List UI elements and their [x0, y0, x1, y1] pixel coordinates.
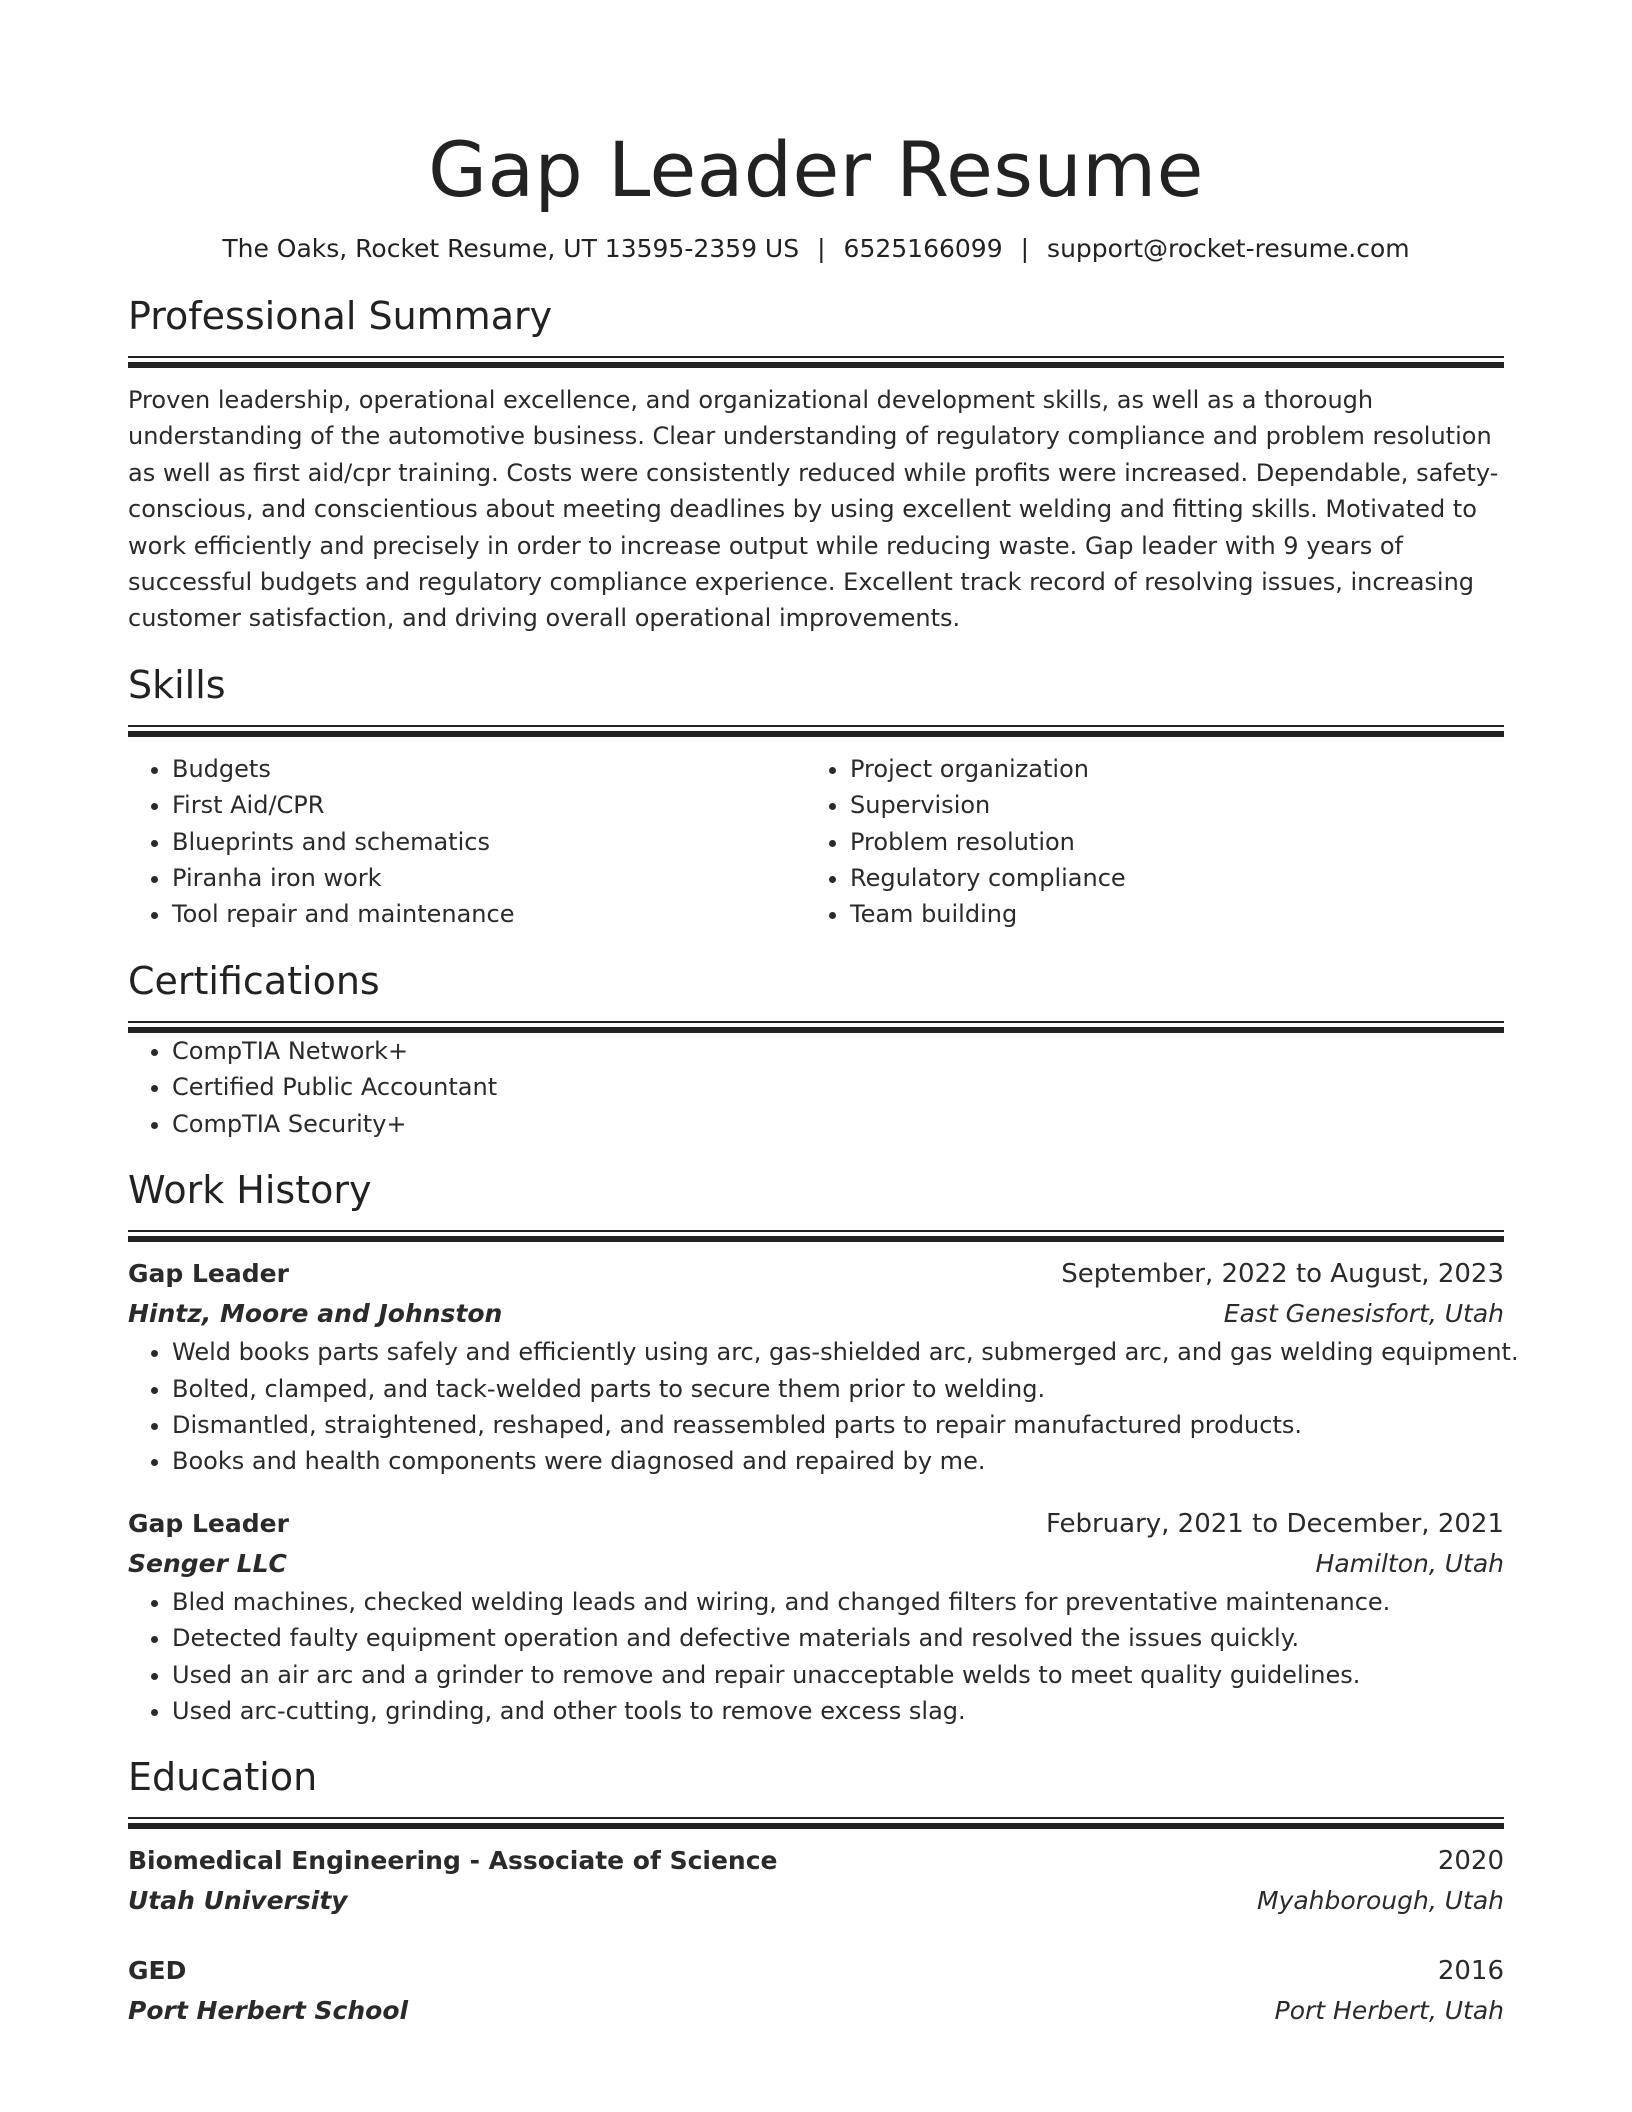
education-school: Utah University [128, 1886, 348, 1916]
skills-column-left [128, 751, 806, 933]
job-dates: September, 2022 to August, 2023 [1061, 1259, 1504, 1290]
contact-separator: | [817, 234, 826, 263]
skills-section [128, 661, 1504, 933]
list-item: • CompTIA Security+ [172, 1106, 1504, 1142]
section-divider [128, 356, 1504, 368]
education-section [128, 1753, 1504, 2031]
education-location: Myahborough, Utah [1257, 1886, 1504, 1916]
list-item: • Used arc-cutting, grinding, and other tools to remove excess slag. [172, 1693, 1504, 1729]
certifications-section [128, 957, 1504, 1142]
list-item: • Supervision [850, 787, 1484, 823]
list-item: • CompTIA Network+ [172, 1033, 1504, 1069]
job-location: Hamilton, Utah [1315, 1548, 1504, 1578]
resume-page [128, 0, 1519, 2031]
section-heading-work-history: Work History [128, 1168, 372, 1213]
section-heading-education: Education [128, 1755, 318, 1800]
list-item: • Detected faulty equipment operation and defective materials and resolved the issues quickly. [172, 1620, 1504, 1656]
list-item: • Budgets [172, 751, 806, 787]
list-item: • Regulatory compliance [850, 860, 1484, 896]
summary-text: Proven leadership, operational excellence, and organizational development skills, as well as a thorough understanding of the automotive business. Clear understanding of regulatory compliance and problem resolution as well as first aid/cpr training. Costs were consistently reduced while profits were increased. Dependable, safety-conscious, and conscientious about meeting deadlines by using excellent welding and fitting skills. Motivated to work efficiently and precisely in order to increase output while reducing waste. Gap leader with 9 years of successful budgets and regulatory compliance experience. Excellent track record of resolving issues, increasing customer satisfaction, and driving overall operational improvements. [128, 386, 1499, 633]
job-entry [128, 1504, 1504, 1730]
education-year: 2020 [1437, 1846, 1504, 1877]
list-item: • Bled machines, checked welding leads and wiring, and changed filters for preventative maintenance. [172, 1584, 1504, 1620]
contact-separator: | [1020, 234, 1030, 263]
job-company-row [128, 1294, 1504, 1334]
skills-columns [128, 751, 1504, 933]
list-item: • Piranha iron work [172, 860, 806, 896]
education-school-row [128, 1991, 1504, 2031]
list-item: • Tool repair and maintenance [172, 896, 806, 932]
job-company-row [128, 1544, 1504, 1584]
list-item: • Team building [850, 896, 1484, 932]
job-title: Gap Leader [128, 1508, 289, 1538]
education-school-row [128, 1881, 1504, 1921]
contact-line [128, 232, 1504, 266]
job-location: East Genesisfort, Utah [1223, 1299, 1504, 1329]
section-divider [128, 1817, 1504, 1829]
work-history-section [128, 1166, 1519, 1729]
skills-list-right [806, 751, 1484, 933]
page-title: Gap Leader Resume [428, 125, 1204, 214]
job-title: Gap Leader [128, 1259, 289, 1289]
job-header-row [128, 1254, 1504, 1294]
education-location: Port Herbert, Utah [1274, 1996, 1504, 2026]
contact-email[interactable]: support@rocket-resume.com [1047, 234, 1410, 263]
education-entry [128, 1841, 1504, 1921]
summary-section [128, 292, 1504, 637]
list-item: • Project organization [850, 751, 1484, 787]
section-heading-certifications: Certifications [128, 958, 380, 1003]
job-entry [128, 1254, 1519, 1480]
section-divider [128, 725, 1504, 737]
section-divider [128, 1021, 1504, 1033]
education-degree: GED [128, 1956, 187, 1986]
education-degree: Biomedical Engineering - Associate of Science [128, 1846, 778, 1876]
list-item: • Certified Public Accountant [172, 1069, 1504, 1105]
list-item: • Books and health components were diagnosed and repaired by me. [172, 1443, 1504, 1479]
list-item: • Dismantled, straightened, reshaped, and reassembled parts to repair manufactured products. [172, 1407, 1504, 1443]
certifications-list [128, 1033, 1504, 1142]
list-item: • Problem resolution [850, 824, 1484, 860]
job-company: Hintz, Moore and Johnston [128, 1299, 503, 1329]
education-header-row [128, 1841, 1504, 1881]
job-bullets [128, 1334, 1519, 1480]
section-heading-summary: Professional Summary [128, 294, 553, 338]
job-header-row [128, 1504, 1504, 1544]
education-year: 2016 [1437, 1956, 1504, 1987]
list-item: • Blueprints and schematics [172, 824, 806, 860]
section-divider [128, 1230, 1504, 1242]
skills-list-left [128, 751, 806, 933]
job-bullets [128, 1584, 1504, 1730]
contact-phone: 6525166099 [843, 234, 1003, 263]
list-item: • Used an air arc and a grinder to remove and repair unacceptable welds to meet quality guidelines. [172, 1657, 1504, 1693]
job-dates: February, 2021 to December, 2021 [1045, 1508, 1504, 1539]
education-entry [128, 1951, 1504, 2031]
list-item: • First Aid/CPR [172, 787, 806, 823]
list-item: • Bolted, clamped, and tack-welded parts to secure them prior to welding. [172, 1371, 1504, 1407]
education-school: Port Herbert School [128, 1996, 409, 2026]
skills-column-right [806, 751, 1484, 933]
section-heading-skills: Skills [128, 662, 226, 707]
education-header-row [128, 1951, 1504, 1991]
contact-address: The Oaks, Rocket Resume, UT 13595-2359 US [222, 234, 800, 263]
list-item: • Weld books parts safely and efficiently using arc, gas-shielded arc, submerged arc, and gas welding equipment. [172, 1334, 1504, 1370]
job-company: Senger LLC [128, 1548, 287, 1578]
